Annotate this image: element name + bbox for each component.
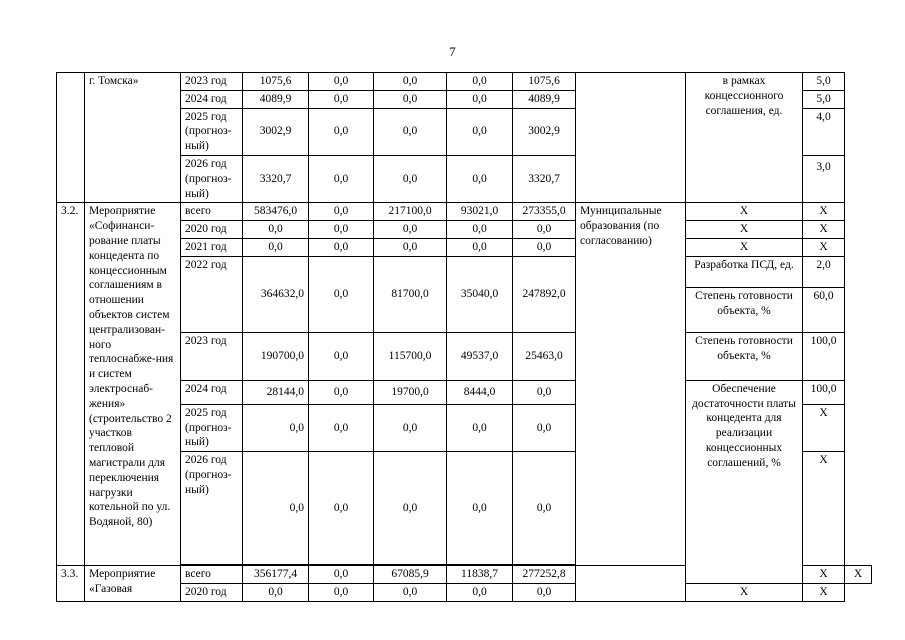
year-cell: 2020 год bbox=[181, 221, 243, 239]
value-cell: 0,0 bbox=[243, 238, 309, 256]
value-cell: 0,0 bbox=[309, 452, 374, 565]
indicator-value: 100,0 bbox=[803, 380, 845, 404]
indicator-value: Х bbox=[803, 221, 845, 239]
indicator-value: 5,0 bbox=[803, 73, 845, 91]
value-cell: 0,0 bbox=[513, 583, 576, 601]
value-cell: 0,0 bbox=[309, 332, 374, 380]
value-cell: 0,0 bbox=[447, 90, 513, 108]
value-cell: 0,0 bbox=[374, 90, 447, 108]
value-cell: 0,0 bbox=[447, 155, 513, 202]
value-cell: 81700,0 bbox=[374, 256, 447, 332]
indicator-value: 100,0 bbox=[803, 332, 845, 380]
value-cell: 25463,0 bbox=[513, 332, 576, 380]
value-cell: 0,0 bbox=[309, 566, 374, 584]
value-cell: 3002,9 bbox=[513, 108, 576, 155]
indicator-cell: Х bbox=[686, 203, 803, 221]
executor-cell: Муниципальные образования (по согласованию) bbox=[576, 203, 686, 566]
indicator-cell: Х bbox=[686, 221, 803, 239]
value-cell: 0,0 bbox=[447, 238, 513, 256]
year-cell: 2026 год (прогноз-ный) bbox=[181, 452, 243, 565]
value-cell: 115700,0 bbox=[374, 332, 447, 380]
value-cell: 0,0 bbox=[447, 108, 513, 155]
value-cell: 0,0 bbox=[243, 583, 309, 601]
value-cell: 35040,0 bbox=[447, 256, 513, 332]
value-cell: 0,0 bbox=[374, 73, 447, 91]
year-cell: всего bbox=[181, 566, 243, 584]
value-cell: 1075,6 bbox=[513, 73, 576, 91]
value-cell: 67085,9 bbox=[374, 566, 447, 584]
indicator-cell: Х bbox=[686, 583, 803, 601]
value-cell: 0,0 bbox=[447, 73, 513, 91]
table-row bbox=[57, 73, 872, 91]
cell-no bbox=[57, 73, 85, 203]
value-cell: 3320,7 bbox=[243, 155, 309, 202]
indicator-value: 3,0 bbox=[803, 155, 845, 202]
value-cell: 0,0 bbox=[243, 452, 309, 565]
indicator-value: 5,0 bbox=[803, 90, 845, 108]
value-cell: 0,0 bbox=[447, 221, 513, 239]
year-cell: 2025 год (прогноз-ный) bbox=[181, 404, 243, 451]
value-cell: 0,0 bbox=[243, 221, 309, 239]
cell-no: 3.3. bbox=[57, 566, 85, 602]
value-cell: 3002,9 bbox=[243, 108, 309, 155]
indicator-value: Х bbox=[803, 203, 845, 221]
value-cell: 0,0 bbox=[513, 380, 576, 404]
value-cell: 0,0 bbox=[513, 404, 576, 451]
value-cell: 0,0 bbox=[309, 583, 374, 601]
value-cell: 3320,7 bbox=[513, 155, 576, 202]
year-cell: 2023 год bbox=[181, 73, 243, 91]
year-cell: 2022 год bbox=[181, 256, 243, 332]
year-cell: 2026 год (прогноз-ный) bbox=[181, 155, 243, 202]
value-cell: 0,0 bbox=[309, 73, 374, 91]
indicator-cell: Степень готовности объекта, % bbox=[686, 332, 803, 380]
executor-cell bbox=[576, 566, 686, 602]
value-cell: 0,0 bbox=[447, 583, 513, 601]
indicator-cell: Обеспечение достаточности платы концедента для реализации концессионных соглашений, % bbox=[686, 380, 803, 583]
value-cell: 0,0 bbox=[447, 404, 513, 451]
indicator-value: Х bbox=[803, 404, 845, 451]
indicator-value: 4,0 bbox=[803, 108, 845, 155]
value-cell: 364632,0 bbox=[243, 256, 309, 332]
value-cell: 1075,6 bbox=[243, 73, 309, 91]
year-cell: 2025 год (прогноз-ный) bbox=[181, 108, 243, 155]
indicator-cell: Х bbox=[686, 238, 803, 256]
cell-no: 3.2. bbox=[57, 203, 85, 566]
value-cell: 0,0 bbox=[374, 583, 447, 601]
value-cell: 0,0 bbox=[374, 404, 447, 451]
value-cell: 28144,0 bbox=[243, 380, 309, 404]
value-cell: 0,0 bbox=[309, 256, 374, 332]
value-cell: 0,0 bbox=[309, 380, 374, 404]
value-cell: 0,0 bbox=[243, 404, 309, 451]
indicator-cell: Разработка ПСД, ед. bbox=[686, 256, 803, 287]
year-cell: 2024 год bbox=[181, 90, 243, 108]
year-cell: 2024 год bbox=[181, 380, 243, 404]
value-cell: 0,0 bbox=[309, 221, 374, 239]
value-cell: 247892,0 bbox=[513, 256, 576, 332]
page-number: 7 bbox=[449, 44, 456, 59]
measure-name-cell: Мероприятие «Газовая bbox=[85, 566, 181, 602]
value-cell: 0,0 bbox=[447, 452, 513, 565]
value-cell: 583476,0 bbox=[243, 203, 309, 221]
indicator-value: 2,0 bbox=[803, 256, 845, 287]
value-cell: 4089,9 bbox=[513, 90, 576, 108]
value-cell: 0,0 bbox=[374, 221, 447, 239]
value-cell: 0,0 bbox=[309, 108, 374, 155]
indicator-value: Х bbox=[803, 238, 845, 256]
indicator-cell: Х bbox=[803, 566, 845, 584]
value-cell: 0,0 bbox=[513, 452, 576, 565]
value-cell: 0,0 bbox=[309, 90, 374, 108]
value-cell: 273355,0 bbox=[513, 203, 576, 221]
value-cell: 0,0 bbox=[309, 155, 374, 202]
value-cell: 217100,0 bbox=[374, 203, 447, 221]
value-cell: 49537,0 bbox=[447, 332, 513, 380]
indicator-cell: в рамках концессионного соглашения, ед. bbox=[686, 73, 803, 203]
value-cell: 0,0 bbox=[513, 221, 576, 239]
table-row bbox=[57, 203, 872, 221]
year-cell: 2021 год bbox=[181, 238, 243, 256]
measure-name-cell: г. Томска» bbox=[85, 73, 181, 203]
program-table bbox=[56, 72, 872, 602]
indicator-value: Х bbox=[803, 583, 845, 601]
value-cell: 0,0 bbox=[309, 238, 374, 256]
value-cell: 277252,8 bbox=[513, 566, 576, 584]
year-cell: всего bbox=[181, 203, 243, 221]
value-cell: 0,0 bbox=[513, 238, 576, 256]
indicator-value: 60,0 bbox=[803, 287, 845, 332]
indicator-cell: Степень готовности объекта, % bbox=[686, 287, 803, 332]
indicator-value: Х bbox=[845, 566, 872, 584]
value-cell: 190700,0 bbox=[243, 332, 309, 380]
value-cell: 11838,7 bbox=[447, 566, 513, 584]
value-cell: 0,0 bbox=[374, 452, 447, 565]
value-cell: 0,0 bbox=[374, 155, 447, 202]
year-cell: 2020 год bbox=[181, 583, 243, 601]
value-cell: 0,0 bbox=[374, 238, 447, 256]
measure-name-cell: Мероприятие «Софинанси-рование платы концедента по концессионным соглашениям в отношении объектов систем централизован-ного теплоснабже-ния и систем электроснаб-жения» (строительство 2 участков тепловой магистрали для переключения нагрузки котельной по ул. Водяной, 80) bbox=[85, 203, 181, 566]
value-cell: 356177,4 bbox=[243, 566, 309, 584]
year-cell: 2023 год bbox=[181, 332, 243, 380]
value-cell: 0,0 bbox=[309, 404, 374, 451]
value-cell: 19700,0 bbox=[374, 380, 447, 404]
indicator-value: Х bbox=[803, 452, 845, 566]
value-cell: 8444,0 bbox=[447, 380, 513, 404]
executor-cell bbox=[576, 73, 686, 203]
value-cell: 4089,9 bbox=[243, 90, 309, 108]
value-cell: 0,0 bbox=[309, 203, 374, 221]
value-cell: 93021,0 bbox=[447, 203, 513, 221]
value-cell: 0,0 bbox=[374, 108, 447, 155]
